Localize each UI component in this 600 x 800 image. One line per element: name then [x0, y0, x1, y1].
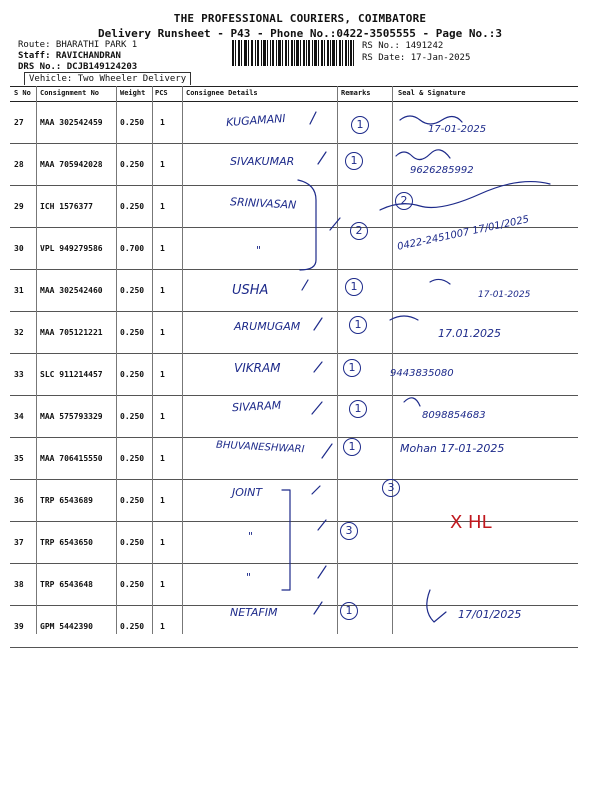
rs-number: RS No.: 1491242 [362, 41, 444, 51]
row-pcs: 1 [160, 580, 165, 589]
row-sno: 39 [14, 622, 24, 631]
handwritten-consignee: SIVARAM [231, 398, 282, 415]
row-weight: 0.250 [120, 328, 145, 337]
row-sno: 31 [14, 286, 24, 295]
signature-note: 9443835080 [390, 368, 454, 379]
row-weight: 0.250 [120, 160, 145, 169]
row-weight: 0.250 [120, 580, 145, 589]
handwritten-consignee: " [246, 571, 252, 584]
row-pcs: 1 [160, 496, 165, 505]
row-sno: 34 [14, 412, 24, 421]
column-divider [36, 86, 37, 634]
row-sno: 35 [14, 454, 24, 463]
handwritten-consignee: KUGAMANI [225, 111, 286, 130]
handwritten-consignee: VIKRAM [234, 361, 281, 375]
remark-code: 1 [345, 278, 363, 296]
row-consignment: TRP 6543689 [40, 496, 93, 505]
signature-note: 8098854683 [422, 410, 486, 421]
row-consignment: ICH 1576377 [40, 202, 93, 211]
signature-note: Mohan 17-01-2025 [400, 442, 505, 455]
handwritten-consignee: ARUMUGAM [234, 320, 301, 333]
row-pcs: 1 [160, 328, 165, 337]
row-pcs: 1 [160, 118, 165, 127]
column-divider [152, 86, 153, 634]
row-consignment: GPM 5442390 [40, 622, 93, 631]
remark-code: 2 [395, 192, 413, 210]
row-pcs: 1 [160, 202, 165, 211]
remark-code: 1 [345, 152, 363, 170]
row-consignment: TRP 6543648 [40, 580, 93, 589]
table-row [10, 354, 578, 396]
remark-code: 3 [382, 479, 400, 497]
col-remarks: Remarks [341, 89, 371, 97]
handwritten-consignee: SRINIVASAN [229, 195, 297, 212]
handwritten-consignee: " [248, 530, 254, 543]
row-weight: 0.250 [120, 286, 145, 295]
row-sno: 29 [14, 202, 24, 211]
col-signature: Seal & Signature [398, 89, 466, 97]
col-weight: Weight [120, 89, 146, 97]
row-consignment: SLC 911214457 [40, 370, 103, 379]
signature-note: 17/01/2025 [458, 608, 522, 621]
col-sno: S No [14, 89, 31, 97]
row-consignment: MAA 302542460 [40, 286, 103, 295]
row-consignment: VPL 949279586 [40, 244, 103, 253]
row-sno: 30 [14, 244, 24, 253]
row-weight: 0.700 [120, 244, 145, 253]
handwritten-consignee: SIVAKUMAR [230, 155, 295, 168]
handwritten-consignee: USHA [232, 283, 269, 298]
col-pcs: PCS [155, 89, 168, 97]
row-pcs: 1 [160, 412, 165, 421]
runsheet-table [10, 86, 578, 648]
remark-code: 1 [351, 116, 369, 134]
table-header [10, 86, 578, 102]
row-sno: 36 [14, 496, 24, 505]
row-weight: 0.250 [120, 202, 145, 211]
remark-code: 3 [340, 522, 358, 540]
row-weight: 0.250 [120, 496, 145, 505]
row-consignment: MAA 705942028 [40, 160, 103, 169]
row-pcs: 1 [160, 160, 165, 169]
row-sno: 32 [14, 328, 24, 337]
handwritten-consignee: JOINT [232, 486, 263, 499]
row-sno: 33 [14, 370, 24, 379]
row-sno: 37 [14, 538, 24, 547]
row-consignment: TRP 6543650 [40, 538, 93, 547]
handwritten-consignee: NETAFIM [230, 606, 278, 619]
row-pcs: 1 [160, 244, 165, 253]
table-row [10, 522, 578, 564]
col-consignment: Consignment No [40, 89, 100, 97]
remark-code: 1 [340, 602, 358, 620]
remark-code: 2 [350, 222, 368, 240]
row-weight: 0.250 [120, 118, 145, 127]
row-pcs: 1 [160, 370, 165, 379]
row-weight: 0.250 [120, 454, 145, 463]
row-weight: 0.250 [120, 370, 145, 379]
row-consignment: MAA 705121221 [40, 328, 103, 337]
column-divider [182, 86, 183, 634]
rs-date: RS Date: 17-Jan-2025 [362, 53, 471, 63]
signature-note: 17-01-2025 [478, 290, 531, 300]
row-pcs: 1 [160, 454, 165, 463]
signature-note: 9626285992 [410, 165, 474, 176]
row-weight: 0.250 [120, 412, 145, 421]
row-consignment: MAA 302542459 [40, 118, 103, 127]
remark-code: 1 [343, 438, 361, 456]
table-row [10, 228, 578, 270]
table-row [10, 102, 578, 144]
signature-note: 17-01-2025 [428, 124, 487, 135]
route-label: Route: BHARATHI PARK 1 [18, 40, 138, 50]
row-consignment: MAA 706415550 [40, 454, 103, 463]
row-sno: 27 [14, 118, 24, 127]
column-divider [116, 86, 117, 634]
table-row [10, 564, 578, 606]
vehicle-label: Vehicle: Two Wheeler Delivery [24, 72, 191, 85]
company-title: THE PROFESSIONAL COURIERS, COIMBATORE [173, 12, 427, 25]
row-pcs: 1 [160, 286, 165, 295]
column-divider [337, 86, 338, 634]
remark-code: 1 [349, 316, 367, 334]
row-sno: 38 [14, 580, 24, 589]
row-weight: 0.250 [120, 538, 145, 547]
runsheet-title: Delivery Runsheet - P43 - Phone No.:0422-3505555 - Page No.:3 [98, 27, 502, 40]
handwritten-consignee: BHUVANESHWARI [215, 439, 305, 456]
col-consignee: Consignee Details [186, 89, 258, 97]
row-consignment: MAA 575793329 [40, 412, 103, 421]
drs-label: DRS No.: DCJB149124203 [18, 62, 138, 72]
remark-code: 1 [343, 359, 361, 377]
row-weight: 0.250 [120, 622, 145, 631]
column-divider [392, 86, 393, 634]
table-row [10, 396, 578, 438]
signature-note: 17.01.2025 [438, 327, 501, 340]
barcode [232, 40, 354, 66]
handwritten-consignee: " [256, 244, 262, 257]
row-pcs: 1 [160, 622, 165, 631]
table-row [10, 480, 578, 522]
row-sno: 28 [14, 160, 24, 169]
signature-note: X HL [450, 512, 492, 533]
signature-note: 0422-2451007 17/01/2025 [396, 214, 531, 253]
remark-code: 1 [349, 400, 367, 418]
row-pcs: 1 [160, 538, 165, 547]
staff-label: Staff: RAVICHANDRAN [18, 51, 121, 61]
